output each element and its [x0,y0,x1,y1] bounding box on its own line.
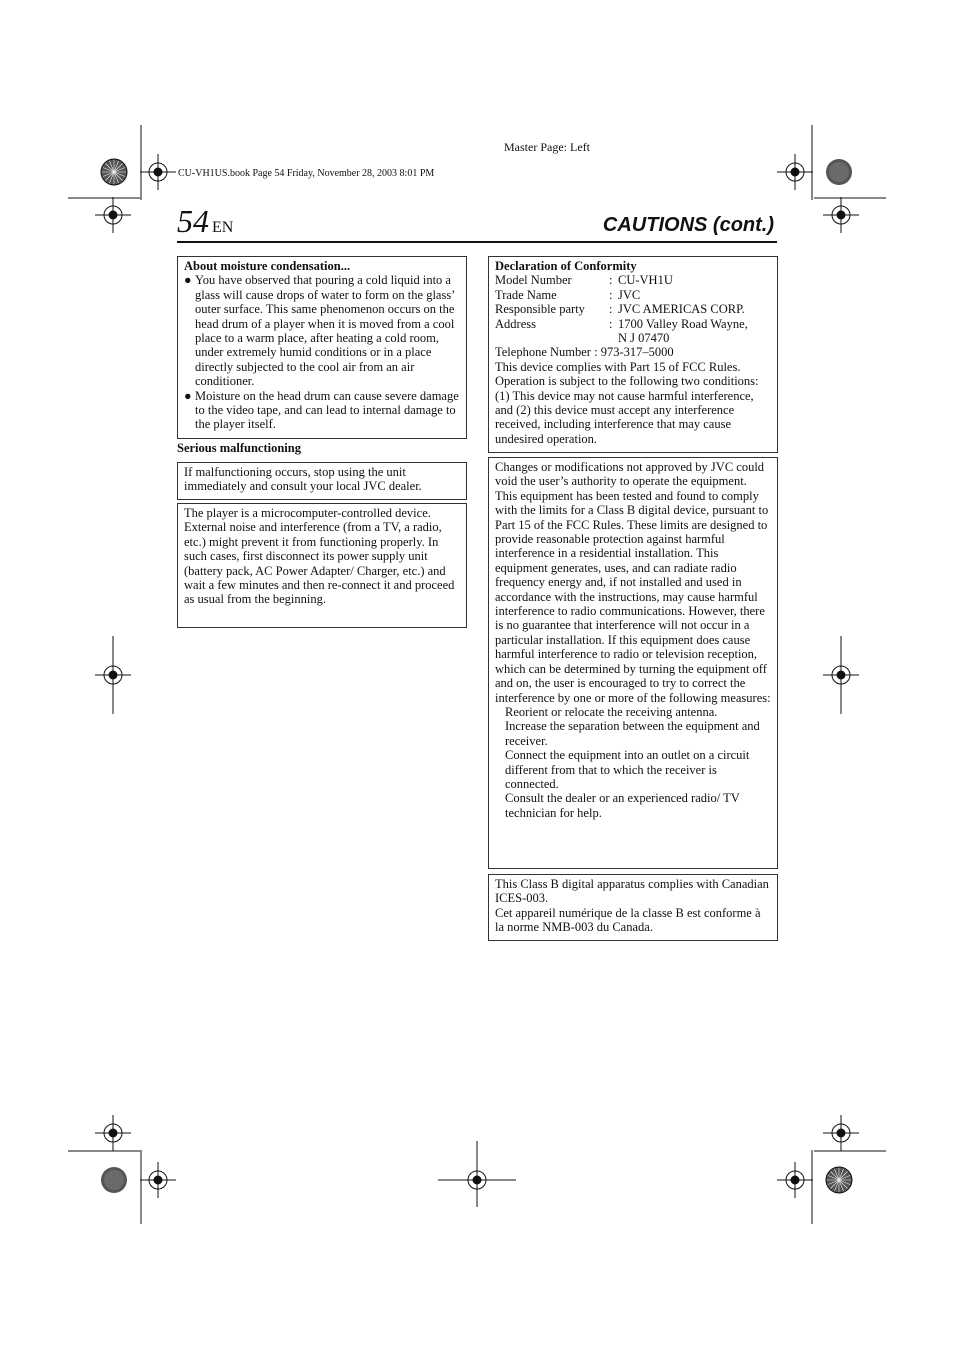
crosshair-icon [95,197,131,233]
declaration-heading: Declaration of Conformity [495,259,637,273]
declaration-row: Responsible party : JVC AMERICAS CORP. [495,302,745,317]
canada-english-text: This Class B digital apparatus complies with Canadian ICES-003. [495,877,769,906]
crosshair-icon [777,1162,813,1198]
crosshair-icon [95,1115,131,1151]
crosshair-icon [823,1115,859,1151]
crosshair-icon [140,154,176,190]
list-item: Connect the equipment into an outlet on a circuit different from that to which the receiver is connected. [505,748,750,791]
list-item: Increase the separation between the equipment and receiver. [505,719,760,748]
crosshair-icon [777,154,813,190]
master-page-label: Master Page: Left [504,140,590,154]
bullet-icon: ● [184,388,192,403]
declaration-text: This device complies with Part 15 of FCC Rules. Operation is subject to the following two conditions: (1) This device may not cause harmful interference, and (2) this device must accept any interference received, including interference that may cause undesired operation. [495,359,759,446]
list-item: Consult the dealer or an experienced radio/ TV technician for help. [505,791,740,820]
declaration-row: Trade Name : JVC [495,287,641,302]
language-code: EN [212,219,234,236]
page-number: 54 [177,203,209,239]
serious-malfunction-heading: Serious malfunctioning [177,441,301,455]
gray-disc-icon [826,159,852,185]
malfunction-text: If malfunctioning occurs, stop using the unit immediately and consult your local JVC dealer. [184,465,422,494]
microcomputer-text: The player is a microcomputer-controlled device. External noise and interference (from a TV, a radio, etc.) might prevent it from functioning properly. In such cases, first disconnect its power supply unit (battery pack, AC Power Adapter/ Charger, etc.) and wait a few minutes and then re-connect it and proceed as usual from the beginning. [184,506,455,607]
bullet-icon: ● [184,273,192,288]
color-wheel-icon [101,159,127,185]
moisture-bullet-text: Moisture on the head drum can cause severe damage to the video tape, and can lead to internal damage to the player itself. [195,388,459,432]
gray-disc-icon [101,1167,127,1193]
declaration-row: Address : 1700 Valley Road Wayne, [495,316,748,331]
canada-french-text: Cet appareil numérique de la classe B est conforme à la norme NMB-003 du Canada. [495,905,761,935]
list-item: Reorient or relocate the receiving antenna. [505,704,718,719]
fcc-text: Changes or modifications not approved by JVC could void the user’s authority to operate the equipment. This equipment has been tested and found to comply with the limits for a Class B digital device, pursuant to Part 15 of the FCC Rules. These limits are designed to provide reasonable protection against harmful interference in a residential installation. This equipment generates, uses, and can radiate radio frequency energy and, if not installed and used in accordance with the instructions, may cause harmful interference to radio communications. However, there is no guarantee that interference will not occur in a particular installation. If this equipment does cause harmful interference to radio or television reception, which can be determined by turning the equipment off and on, the user is encouraged to try to correct the interference by one or more of the following measures: [495,460,771,705]
declaration-row: N J 07470 [618,331,670,346]
book-info-line: CU-VH1US.book Page 54 Friday, November 28, 2003 8:01 PM [178,168,435,179]
moisture-bullet-text: You have observed that pouring a cold liquid into a glass will cause drops of water to form on the glass’ outer surface. This same phenomenon occurs on the head drum of a player when it is moved from a cool place to a warm place, after heating a cold room, under extremely humid conditions or in a place directly subjected to the cool air from an air conditioner. [195,273,455,389]
color-wheel-icon [826,1167,852,1193]
crosshair-icon [823,197,859,233]
crosshair-icon [140,1162,176,1198]
moisture-heading: About moisture condensation... [184,259,351,273]
declaration-row: Model Number : CU-VH1U [495,273,673,288]
section-title: CAUTIONS (cont.) [602,214,774,236]
telephone-line: Telephone Number : 973-317–5000 [495,345,674,360]
